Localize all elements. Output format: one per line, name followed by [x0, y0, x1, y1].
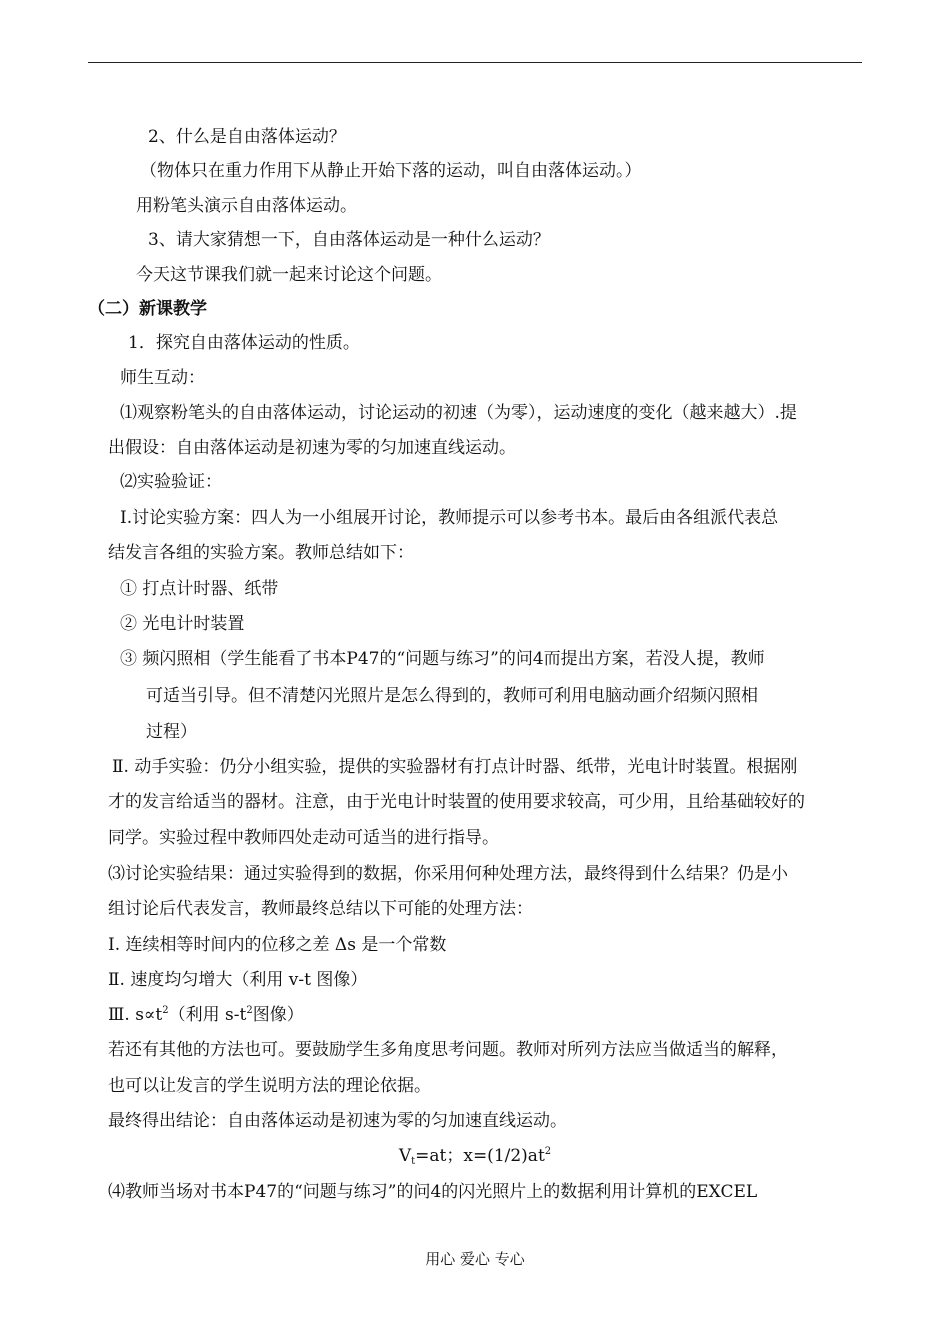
discuss-1: ⑶讨论实验结果：通过实验得到的数据，你采用何种处理方法，最终得到什么结果？仍是小 — [108, 864, 788, 884]
method-2: Ⅱ. 速度均匀增大（利用 v-t 图像） — [108, 970, 368, 990]
intro-line: 今天这节课我们就一起来讨论这个问题。 — [136, 265, 442, 285]
method-1: Ⅰ. 连续相等时间内的位移之差 Δs 是一个常数 — [108, 935, 447, 955]
discuss-2: 组讨论后代表发言，教师最终总结以下可能的处理方法： — [108, 899, 533, 919]
method-3-c: 图像） — [252, 1005, 304, 1025]
method-3-a: Ⅲ. s∝t — [108, 1005, 163, 1025]
encourage-2: 也可以让发言的学生说明方法的理论依据。 — [108, 1076, 431, 1096]
formula-v: V — [398, 1146, 412, 1166]
experiment-label: ⑵实验验证： — [120, 472, 222, 492]
demo-line: 用粉笔头演示自由落体运动。 — [136, 196, 357, 216]
hands-on-3: 同学。实验过程中教师四处走动可适当的进行指导。 — [108, 828, 499, 848]
method-3 — [108, 1004, 304, 1026]
para-observe-2: 出假设：自由落体运动是初速为零的匀加速直线运动。 — [108, 438, 516, 458]
para-observe-1: ⑴观察粉笔头的自由落体运动，讨论运动的初速（为零），运动速度的变化（越来越大）.提 — [120, 403, 797, 423]
method-3-b: （利用 s-t — [168, 1005, 247, 1025]
section-heading: （二）新课教学 — [88, 299, 207, 319]
excel-line: ⑷教师当场对书本P47的“问题与练习”的问4的闪光照片上的数据利用计算机的EXCEL — [108, 1182, 758, 1202]
plan-2: 结发言各组的实验方案。教师总结如下： — [108, 543, 414, 563]
question-2: 2、什么是自由落体运动？ — [148, 127, 346, 147]
method-3-sup2: 2 — [246, 1005, 253, 1016]
option-1: ① 打点计时器、纸带 — [120, 579, 279, 599]
formula — [0, 1145, 950, 1167]
option-3-line3: 过程） — [146, 722, 197, 742]
option-3-line1: ③ 频闪照相（学生能看了书本P47的“问题与练习”的问4而提出方案，若没人提，教师 — [120, 649, 765, 669]
option-2: ② 光电计时装置 — [120, 614, 245, 634]
interaction-label: 师生互动： — [120, 368, 205, 388]
option-3-line2: 可适当引导。但不清楚闪光照片是怎么得到的，教师可利用电脑动画介绍频闪照相 — [146, 686, 758, 706]
conclusion: 最终得出结论：自由落体运动是初速为零的匀加速直线运动。 — [108, 1111, 567, 1131]
formula-sub: t — [411, 1156, 416, 1167]
header-rule — [88, 62, 862, 63]
item-1: 1．探究自由落体运动的性质。 — [128, 333, 360, 353]
question-3: 3、请大家猜想一下，自由落体运动是一种什么运动？ — [148, 230, 550, 250]
hands-on-1: Ⅱ. 动手实验：仍分小组实验，提供的实验器材有打点计时器、纸带，光电计时装置。根据刚 — [112, 757, 798, 777]
formula-body: =at；x=(1/2)at — [415, 1146, 545, 1166]
answer-2: （物体只在重力作用下从静止开始下落的运动，叫自由落体运动。） — [140, 161, 642, 181]
hands-on-2: 才的发言给适当的器材。注意，由于光电计时装置的使用要求较高，可少用，且给基础较好的 — [108, 792, 805, 812]
encourage-1: 若还有其他的方法也可。要鼓励学生多角度思考问题。教师对所列方法应当做适当的解释， — [108, 1040, 788, 1060]
method-3-sup: 2 — [162, 1005, 169, 1016]
page-footer: 用心 爱心 专心 — [425, 1250, 525, 1268]
plan-1: Ⅰ.讨论实验方案：四人为一小组展开讨论，教师提示可以参考书本。最后由各组派代表总 — [120, 508, 779, 528]
formula-sup: 2 — [544, 1146, 552, 1157]
